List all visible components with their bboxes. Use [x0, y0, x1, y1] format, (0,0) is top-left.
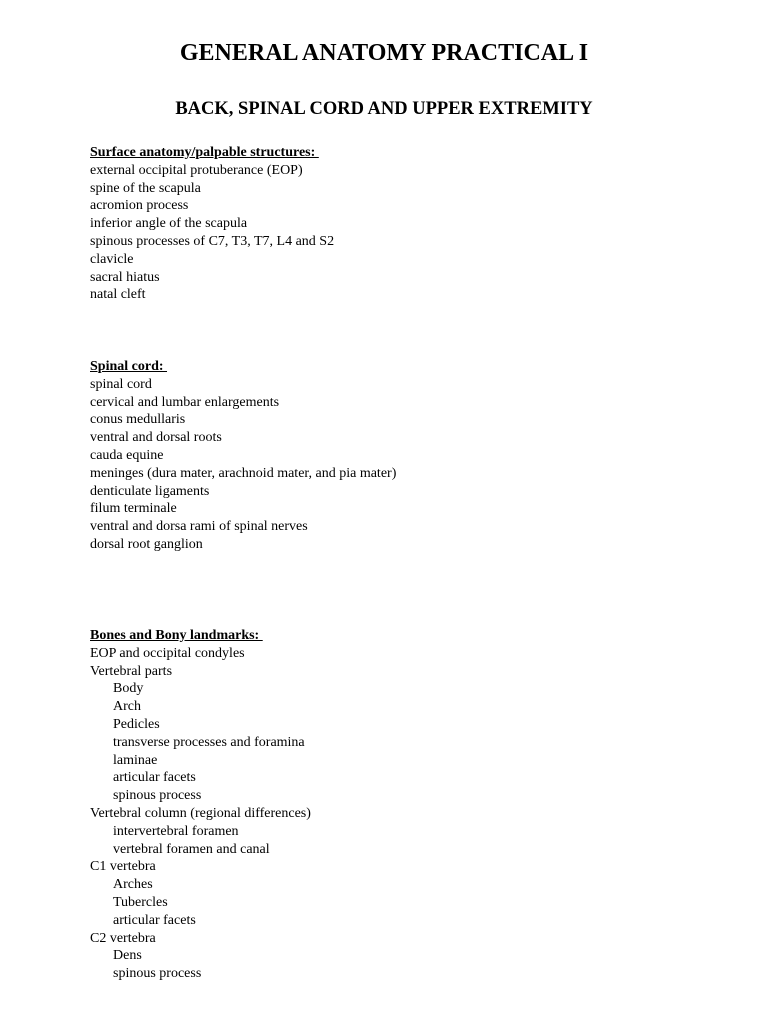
list-item: conus medullaris	[90, 412, 186, 428]
section-heading: Bones and Bony landmarks:	[90, 628, 263, 643]
list-item: natal cleft	[90, 287, 146, 303]
list-item: EOP and occipital condyles	[90, 645, 245, 661]
list-item: Vertebral column (regional differences)	[90, 805, 311, 821]
list-item: meninges (dura mater, arachnoid mater, and pia mater)	[90, 465, 397, 481]
list-item: spine of the scapula	[90, 180, 201, 196]
list-item: cervical and lumbar enlargements	[90, 394, 280, 410]
list-item: ventral and dorsa rami of spinal nerves	[90, 519, 308, 535]
list-item: denticulate ligaments	[90, 483, 210, 499]
list-item: C1 vertebra	[90, 859, 156, 875]
section-surface-anatomy	[90, 144, 730, 304]
list-subitem: Pedicles	[113, 716, 160, 732]
list-item: ventral and dorsal roots	[90, 430, 222, 446]
list-item: Vertebral parts	[90, 663, 173, 679]
list-item: acromion process	[90, 198, 189, 214]
list-item: external occipital protuberance (EOP)	[90, 162, 303, 178]
list-item: cauda equine	[90, 447, 164, 463]
list-item: inferior angle of the scapula	[90, 216, 248, 232]
section-spinal-cord	[90, 358, 730, 554]
list-subitem: articular facets	[113, 770, 196, 786]
list-item: spinous processes of C7, T3, T7, L4 and S2	[90, 233, 335, 249]
list-subitem: Arches	[113, 877, 153, 893]
list-subitem: articular facets	[113, 912, 196, 928]
list-subitem: Arch	[113, 699, 141, 715]
section-heading: Spinal cord:	[90, 359, 168, 374]
list-item: C2 vertebra	[90, 930, 156, 946]
list-subitem: spinous process	[113, 788, 202, 804]
list-subitem: laminae	[113, 752, 158, 768]
list-subitem: Body	[113, 681, 144, 697]
page-subtitle: BACK, SPINAL CORD AND UPPER EXTREMITY	[175, 99, 593, 119]
list-subitem: vertebral foramen and canal	[113, 841, 270, 857]
list-item: filum terminale	[90, 501, 177, 517]
list-subitem: transverse processes and foramina	[113, 734, 305, 750]
list-item: sacral hiatus	[90, 269, 160, 285]
list-item: dorsal root ganglion	[90, 536, 203, 552]
list-subitem: spinous process	[113, 966, 202, 982]
section-heading: Surface anatomy/palpable structures:	[90, 145, 319, 160]
list-subitem: intervertebral foramen	[113, 823, 239, 839]
list-item: spinal cord	[90, 376, 152, 392]
page-title: GENERAL ANATOMY PRACTICAL I	[179, 40, 589, 66]
list-item: clavicle	[90, 251, 134, 267]
list-subitem: Tubercles	[113, 894, 168, 910]
list-subitem: Dens	[113, 948, 142, 964]
section-bones-landmarks	[90, 627, 730, 983]
